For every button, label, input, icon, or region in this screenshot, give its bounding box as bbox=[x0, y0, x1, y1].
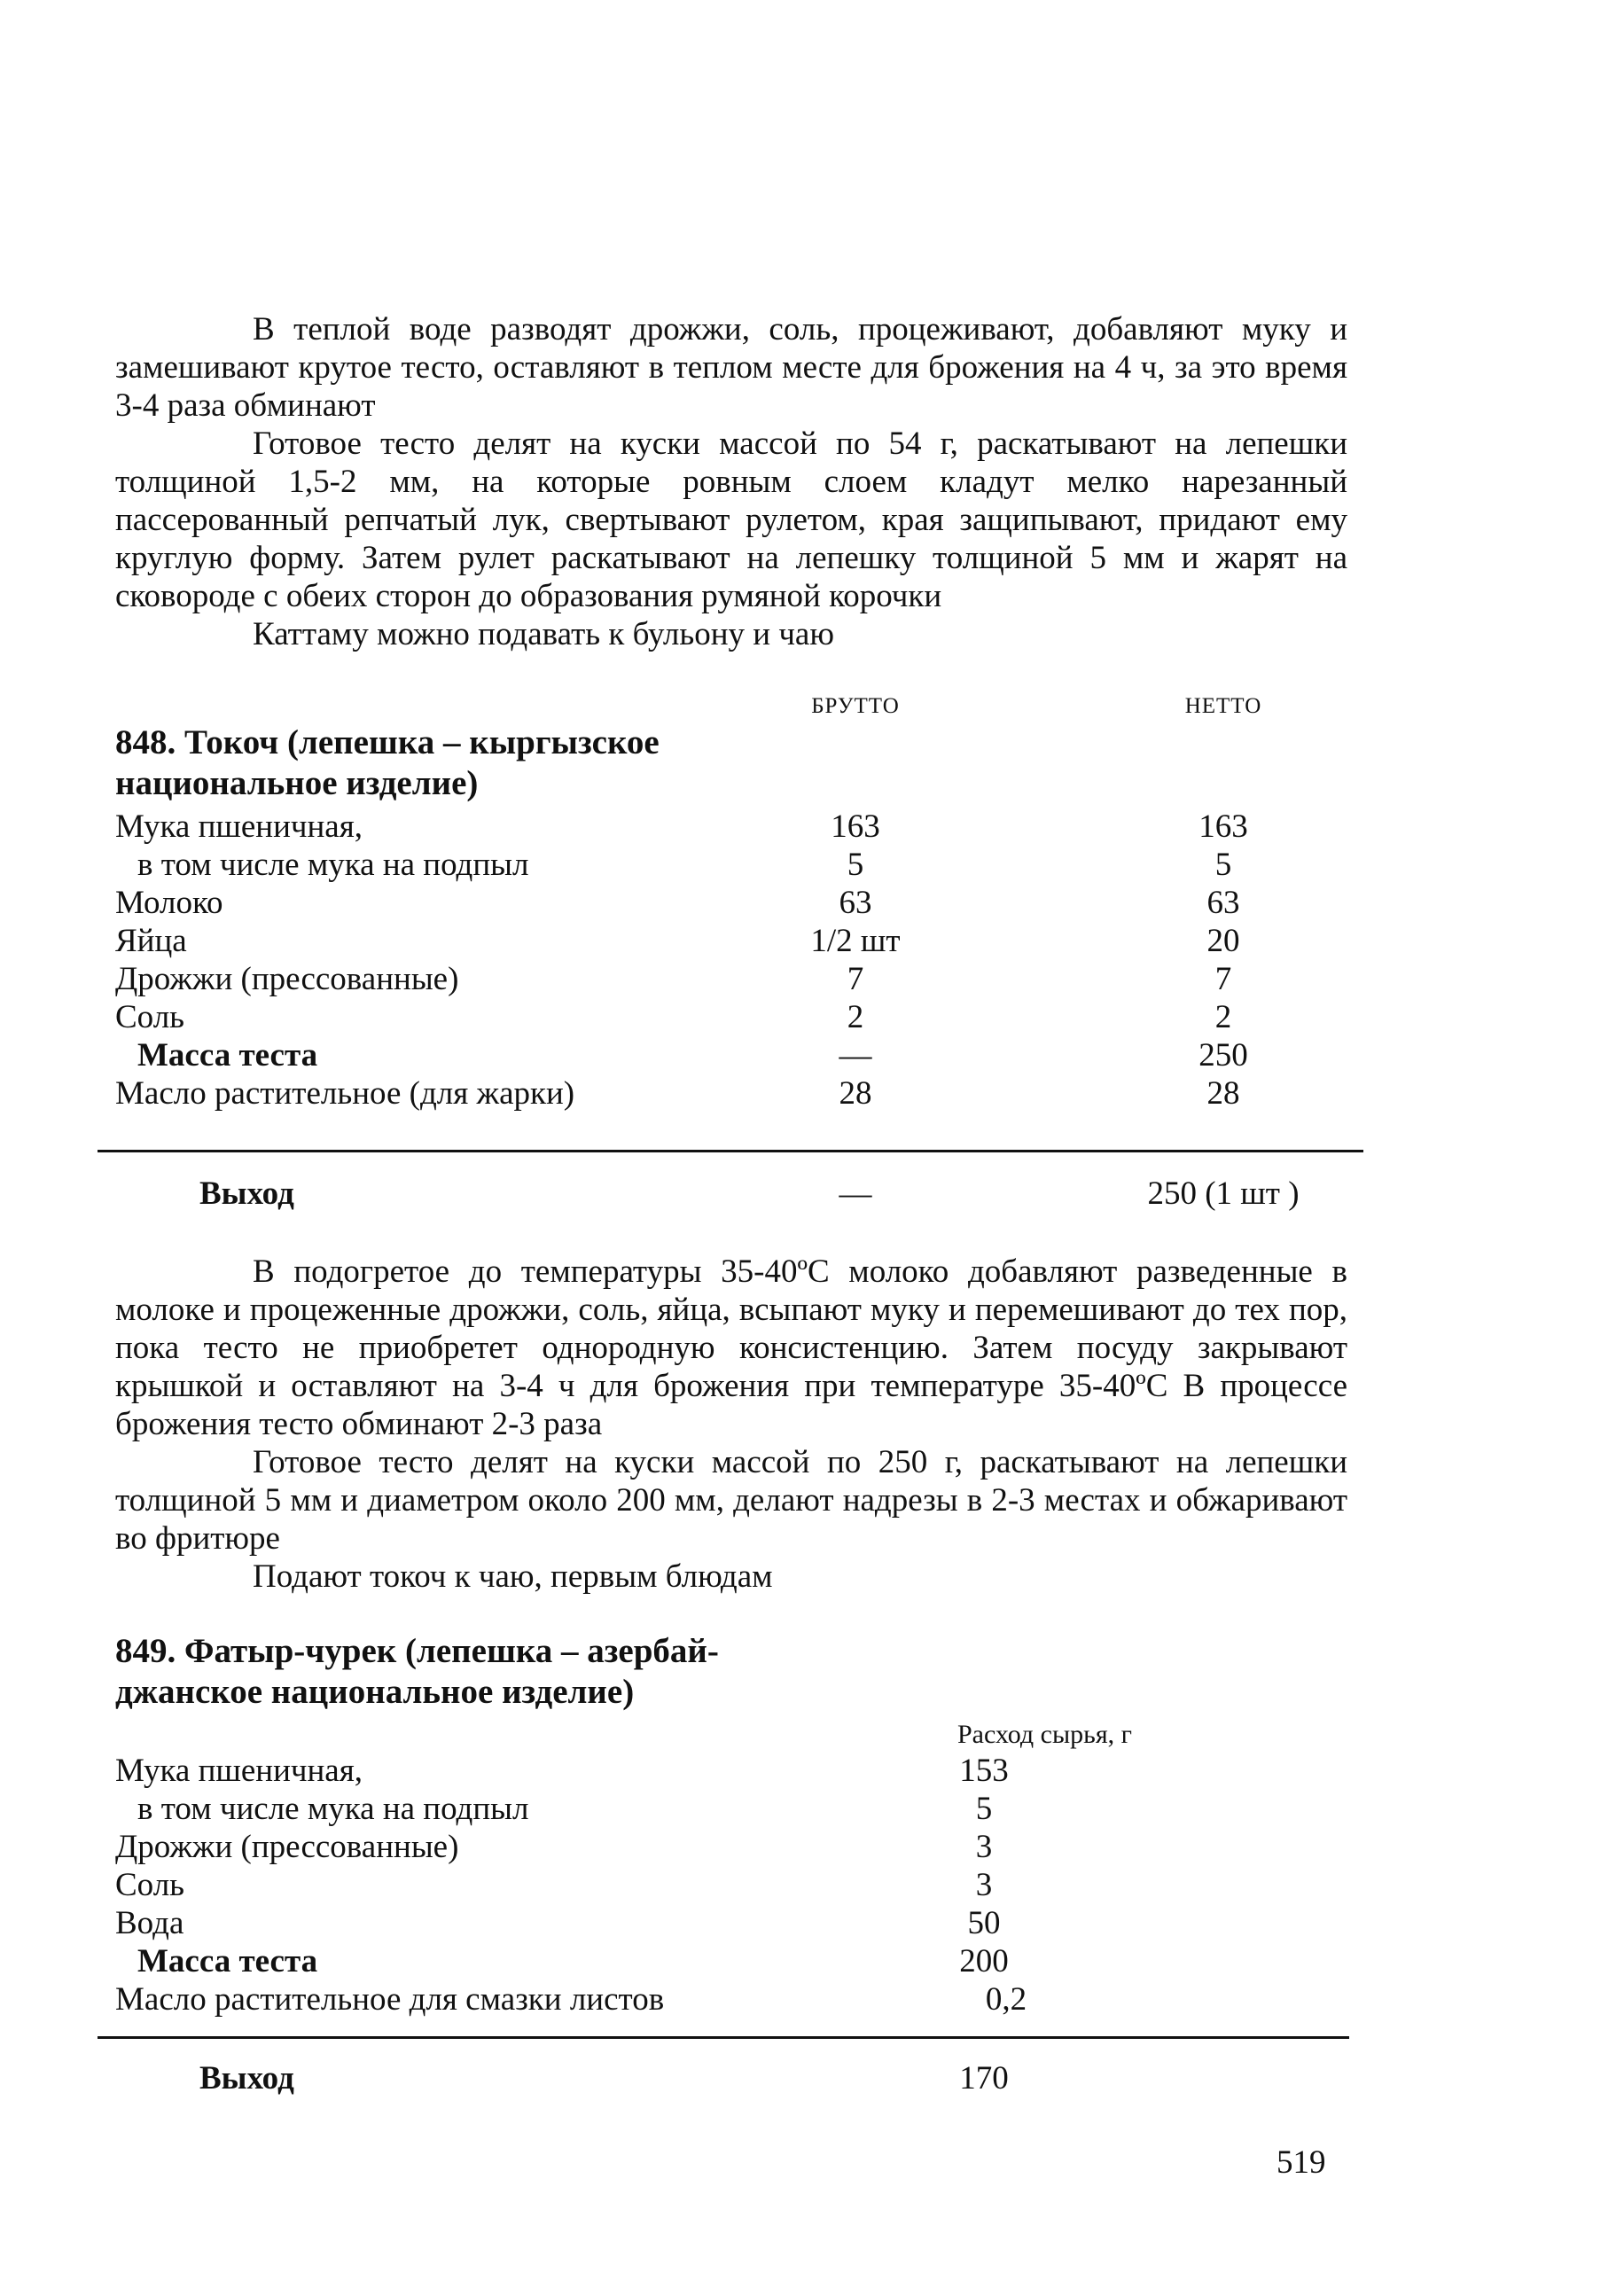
recipe-849-output-row bbox=[115, 2059, 1347, 2104]
recipe-849-title-line2: джанское национальное изделие) bbox=[115, 1673, 635, 1711]
ingredient-name: Масло растительное для смазки листов bbox=[115, 1981, 665, 2018]
netto-value: 20 bbox=[1206, 923, 1240, 959]
recipe-848-ingredient-table bbox=[115, 808, 1347, 1113]
column-header-brutto: БРУТТО bbox=[811, 694, 900, 718]
consumption-value: 3 bbox=[975, 1867, 993, 1903]
netto-value: 163 bbox=[1198, 808, 1248, 845]
brutto-value: 7 bbox=[847, 961, 864, 997]
page-number: 519 bbox=[1277, 2144, 1326, 2181]
output-brutto: — bbox=[839, 1175, 872, 1212]
netto-value: 250 bbox=[1198, 1037, 1248, 1074]
ingredient-name: Молоко bbox=[115, 885, 223, 921]
recipe-849-ingredient-table bbox=[115, 1752, 1347, 2018]
recipe-848-output-row bbox=[115, 1175, 1347, 1219]
recipe-848-description bbox=[115, 1253, 1347, 1596]
output-label: Выход bbox=[199, 2060, 294, 2097]
netto-value: 7 bbox=[1214, 961, 1232, 997]
recipe-848-paragraph-3: Подают токоч к чаю, первым блюдам bbox=[253, 1558, 773, 1595]
table-row bbox=[115, 808, 1347, 846]
consumption-value: 153 bbox=[959, 1753, 1009, 1789]
table-row bbox=[115, 1036, 1347, 1074]
ingredient-name: Соль bbox=[115, 999, 185, 1035]
document-page bbox=[115, 310, 1347, 2104]
ingredient-name: Соль bbox=[115, 1867, 185, 1903]
table-row bbox=[115, 1980, 1347, 2018]
brutto-value: 5 bbox=[847, 847, 864, 883]
brutto-value: 1/2 шт bbox=[810, 923, 901, 959]
recipe-849-title bbox=[115, 1631, 807, 1713]
table-row bbox=[115, 1828, 1347, 1866]
table-row bbox=[115, 1904, 1347, 1942]
ingredient-name: Мука пшеничная, bbox=[115, 1753, 363, 1789]
recipe-848-paragraph-1: В подогретое до температуры 35-40ºС молоко добавляют разведенные в молоке и процеженные дрожжи, соль, яйца, всыпают муку и перемешивают до тех пор, пока тесто не приобретет однородную консистенцию. Затем посуду закрывают крышкой и оставляют на 3-4 ч для брожения при температуре 35-40ºС В процессе брожения тесто обминают 2-3 раза bbox=[115, 1253, 1347, 1442]
netto-value: 63 bbox=[1206, 885, 1240, 921]
table-row bbox=[115, 884, 1347, 922]
consumption-value: 50 bbox=[967, 1905, 1001, 1941]
netto-value: 2 bbox=[1214, 999, 1232, 1035]
ingredient-name: Вода bbox=[115, 1905, 184, 1941]
table-row bbox=[115, 922, 1347, 960]
column-header-netto: НЕТТО bbox=[1184, 694, 1262, 718]
table-row bbox=[115, 1942, 1347, 1980]
ingredient-name: Дрожжи (прессованные) bbox=[115, 1829, 459, 1865]
brutto-value: 2 bbox=[847, 999, 864, 1035]
output-netto: 250 (1 шт ) bbox=[1147, 1175, 1300, 1212]
output-value: 170 bbox=[959, 2060, 1009, 2097]
consumption-value: 3 bbox=[975, 1829, 993, 1865]
recipe-848-divider-block bbox=[115, 1113, 1347, 1169]
recipe-849-title-line1: 849. Фатыр-чурек (лепешка – азербай- bbox=[115, 1632, 719, 1670]
table-row bbox=[115, 998, 1347, 1036]
brutto-value: — bbox=[839, 1037, 872, 1074]
divider-line bbox=[98, 1150, 1363, 1152]
consumption-value: 0,2 bbox=[985, 1981, 1027, 2018]
consumption-value: 5 bbox=[975, 1791, 993, 1827]
table-row bbox=[115, 1752, 1347, 1790]
recipe-848-title-line2: национальное изделие) bbox=[115, 764, 479, 802]
table-row bbox=[115, 846, 1347, 884]
ingredient-name: в том числе мука на подпыл bbox=[137, 847, 529, 883]
table-row bbox=[115, 1866, 1347, 1904]
brutto-value: 63 bbox=[839, 885, 872, 921]
table-row bbox=[115, 1790, 1347, 1828]
column-header-consumption: Расход сырья, г bbox=[957, 1720, 1132, 1749]
consumption-value: 200 bbox=[959, 1943, 1009, 1979]
ingredient-name: Яйца bbox=[115, 923, 187, 959]
ingredient-name: Мука пшеничная, bbox=[115, 808, 363, 845]
ingredient-name: Масло растительное (для жарки) bbox=[115, 1075, 575, 1112]
ingredient-name: Дрожжи (прессованные) bbox=[115, 961, 459, 997]
recipe-848-title-line1: 848. Токоч (лепешка – кыргызское bbox=[115, 723, 660, 761]
ingredient-name: в том числе мука на подпыл bbox=[137, 1791, 529, 1827]
brutto-value: 163 bbox=[831, 808, 880, 845]
recipe-848-paragraph-2: Готовое тесто делят на куски массой по 250 г, раскатывают на лепешки толщиной 5 мм и диаметром около 200 мм, делают надрезы в 2-3 местах и обжаривают во фритюре bbox=[115, 1444, 1347, 1557]
intro-paragraph-3: Каттаму можно подавать к бульону и чаю bbox=[253, 616, 834, 652]
ingredient-name: Масса теста bbox=[137, 1943, 318, 1979]
netto-value: 5 bbox=[1214, 847, 1232, 883]
output-label: Выход bbox=[199, 1175, 294, 1212]
ingredient-name: Масса теста bbox=[137, 1037, 318, 1074]
intro-paragraph-1: В теплой воде разводят дрожжи, соль, процеживают, добавляют муку и замешивают крутое тесто, оставляют в теплом месте для брожения на 4 ч, за это время 3-4 раза обминают bbox=[115, 311, 1347, 424]
recipe-848-column-headers bbox=[115, 682, 1347, 733]
recipe-849-column-header bbox=[115, 1713, 1347, 1752]
table-row bbox=[115, 960, 1347, 998]
intro-paragraph-2: Готовое тесто делят на куски массой по 54 г, раскатывают на лепешки толщиной 1,5-2 мм, на которые ровным слоем кладут мелко нарезанный пассерованный репчатый лук, свертывают рулетом, края защипывают, придают ему круглую форму. Затем рулет раскатывают на лепешку толщиной 5 мм и жарят на сковороде с обеих сторон до образования румяной корочки bbox=[115, 426, 1347, 614]
brutto-value: 28 bbox=[839, 1075, 872, 1112]
netto-value: 28 bbox=[1206, 1075, 1240, 1112]
table-row bbox=[115, 1074, 1347, 1113]
recipe-849-divider-block bbox=[115, 2018, 1347, 2054]
recipe-848-title bbox=[115, 722, 807, 804]
divider-line bbox=[98, 2036, 1349, 2039]
